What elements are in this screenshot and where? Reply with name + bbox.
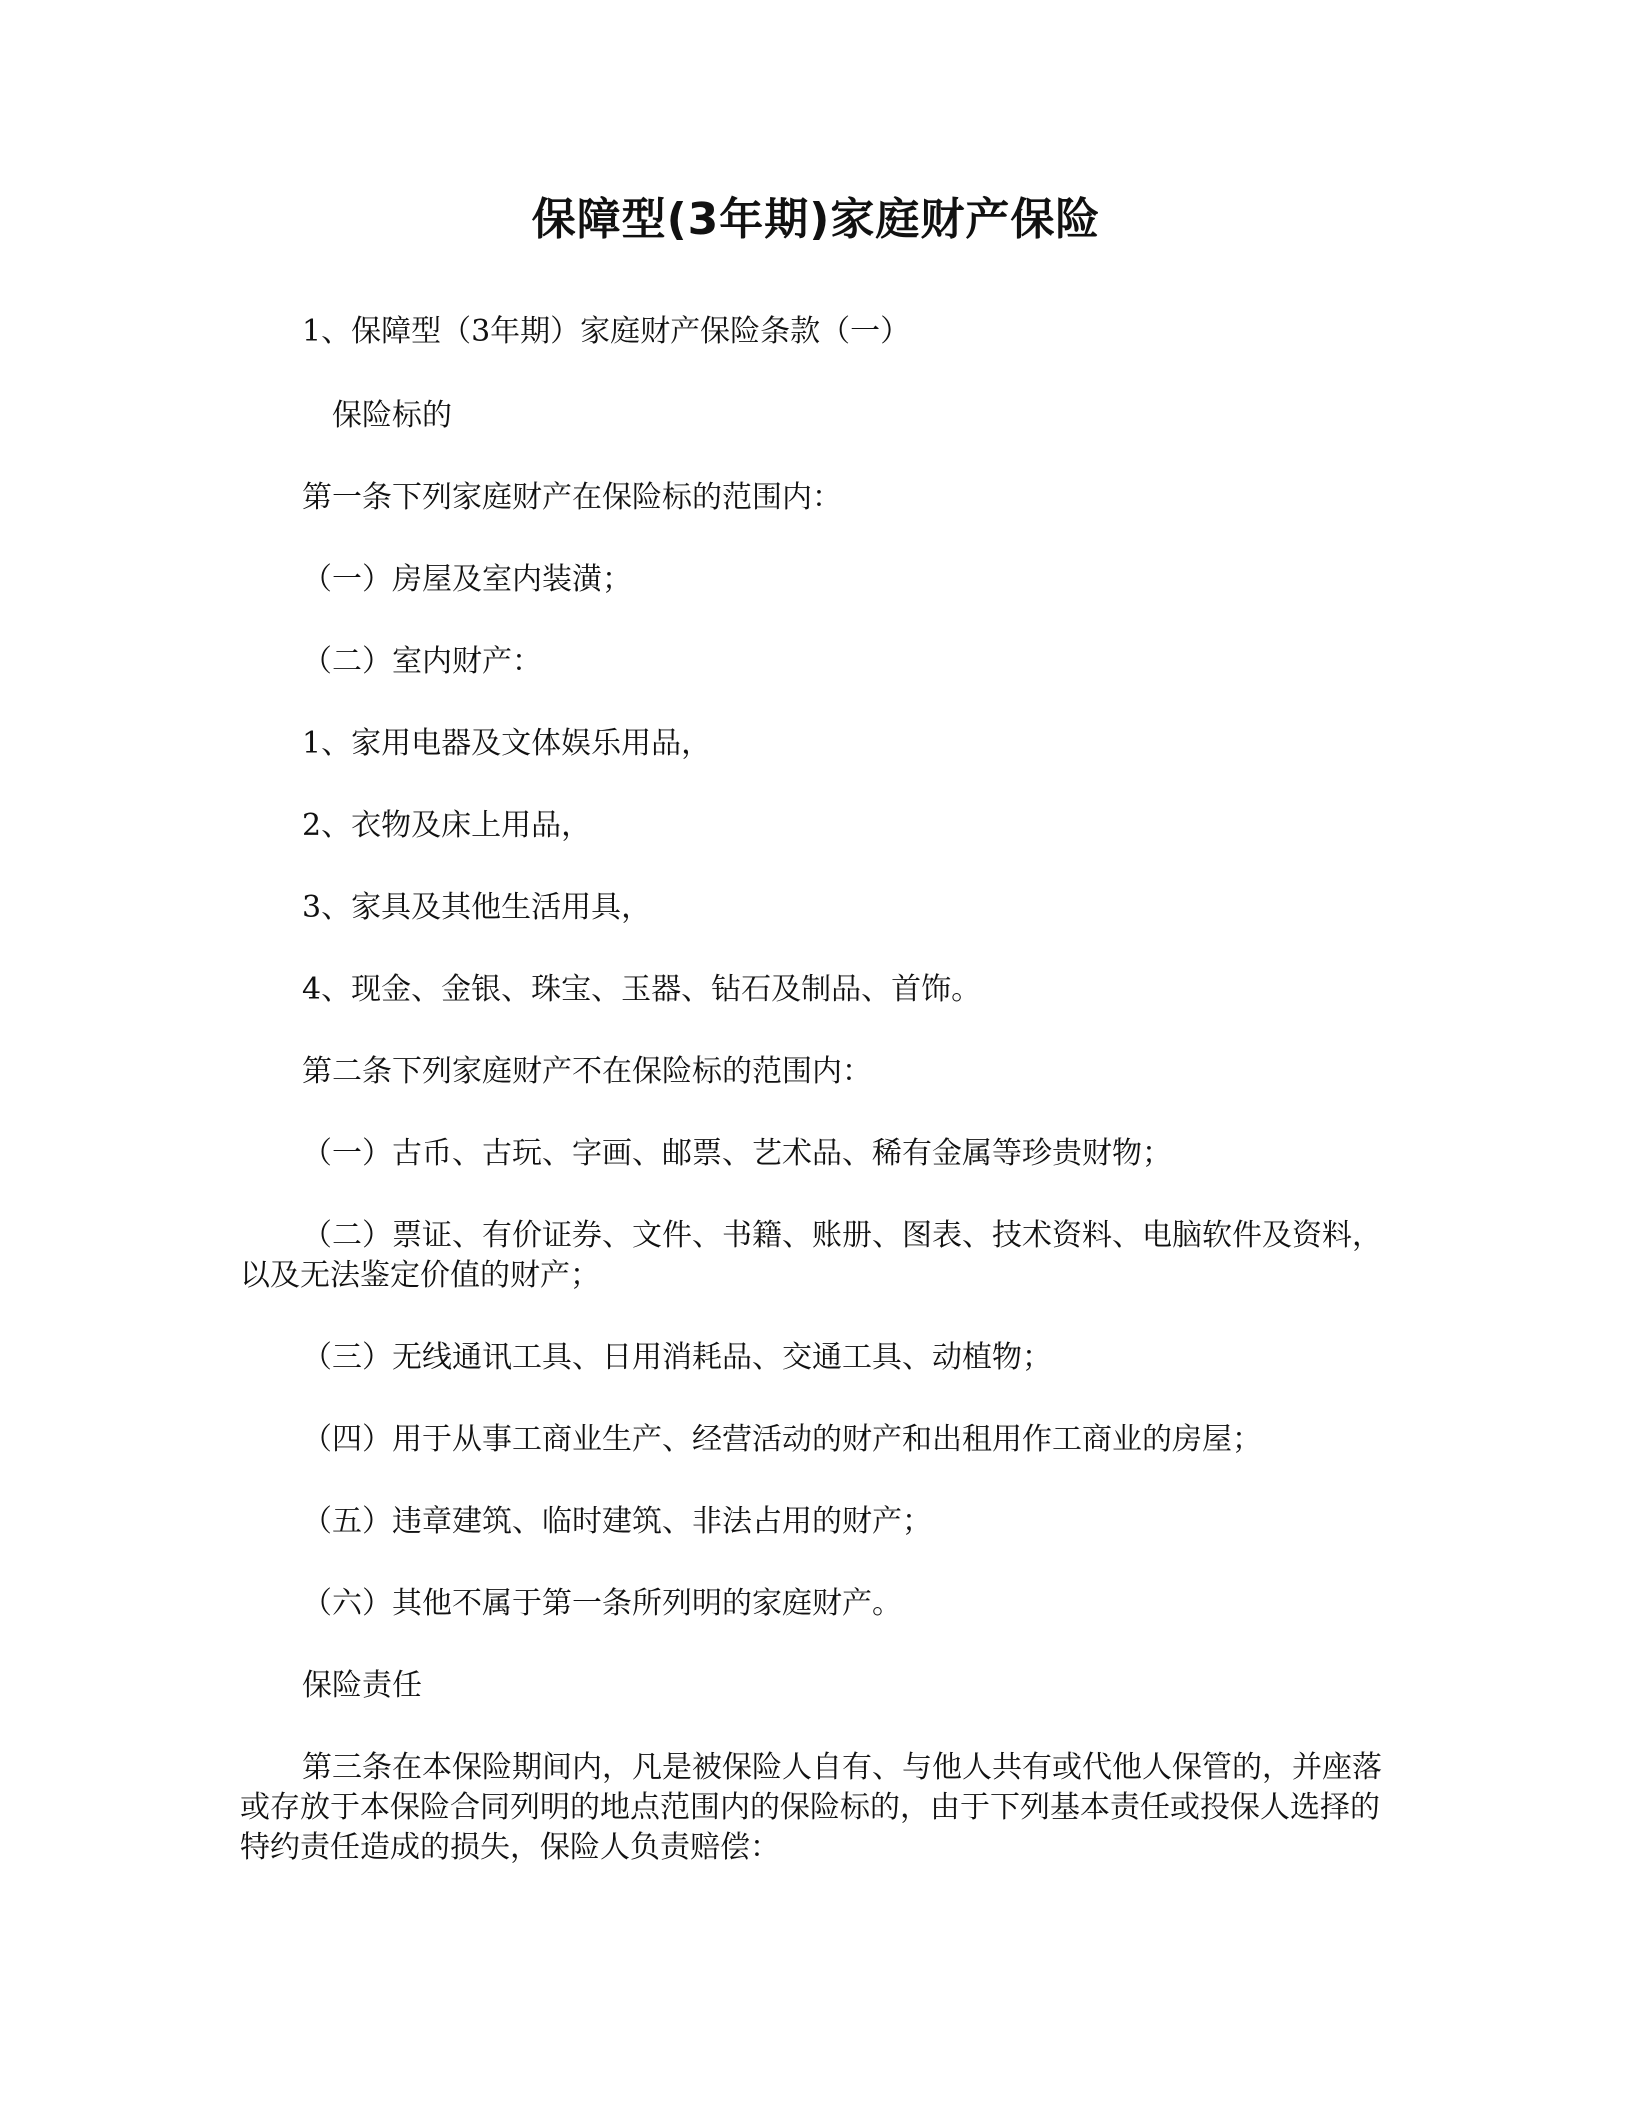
- article-1-subitem-3: 3、家具及其他生活用具，: [302, 890, 652, 925]
- article-1-subitem-1: 1、家用电器及文体娱乐用品，: [302, 726, 712, 761]
- article-2-item-5: （五）违章建筑、临时建筑、非法占用的财产；: [302, 1504, 932, 1539]
- article-1-item-1: （一）房屋及室内装潢；: [302, 562, 632, 597]
- article-2-item-2: （二）票证、有价证券、文件、书籍、账册、图表、技术资料、电脑软件及资料，以及无法鉴定价值的财产；: [240, 1218, 1382, 1293]
- article-1-subitem-4: 4、现金、金银、珠宝、玉器、钻石及制品、首饰。: [302, 972, 982, 1007]
- article-2: 第二条下列家庭财产不在保险标的范围内：: [302, 1054, 872, 1089]
- article-2-item-1: （一）古币、古玩、字画、邮票、艺术品、稀有金属等珍贵财物；: [302, 1136, 1172, 1171]
- article-1: 第一条下列家庭财产在保险标的范围内：: [302, 480, 842, 515]
- article-2-item-3: （三）无线通讯工具、日用消耗品、交通工具、动植物；: [302, 1340, 1052, 1375]
- document-title: 保障型(3年期)家庭财产保险: [531, 194, 1101, 245]
- section-heading-insured-subject: 保险标的: [332, 398, 452, 433]
- article-1-subitem-2: 2、衣物及床上用品，: [302, 808, 592, 843]
- article-2-item-6: （六）其他不属于第一条所列明的家庭财产。: [302, 1586, 902, 1621]
- article-3: 第三条在本保险期间内，凡是被保险人自有、与他人共有或代他人保管的，并座落或存放于本保险合同列明的地点范围内的保险标的，由于下列基本责任或投保人选择的特约责任造成的损失，保险人负责赔偿：: [240, 1750, 1382, 1865]
- section-heading-liability: 保险责任: [302, 1668, 422, 1703]
- article-1-item-2: （二）室内财产：: [302, 644, 542, 679]
- clause-heading: 1、保障型（3年期）家庭财产保险条款（一）: [302, 314, 911, 349]
- article-2-item-4: （四）用于从事工商业生产、经营活动的财产和出租用作工商业的房屋；: [302, 1422, 1262, 1457]
